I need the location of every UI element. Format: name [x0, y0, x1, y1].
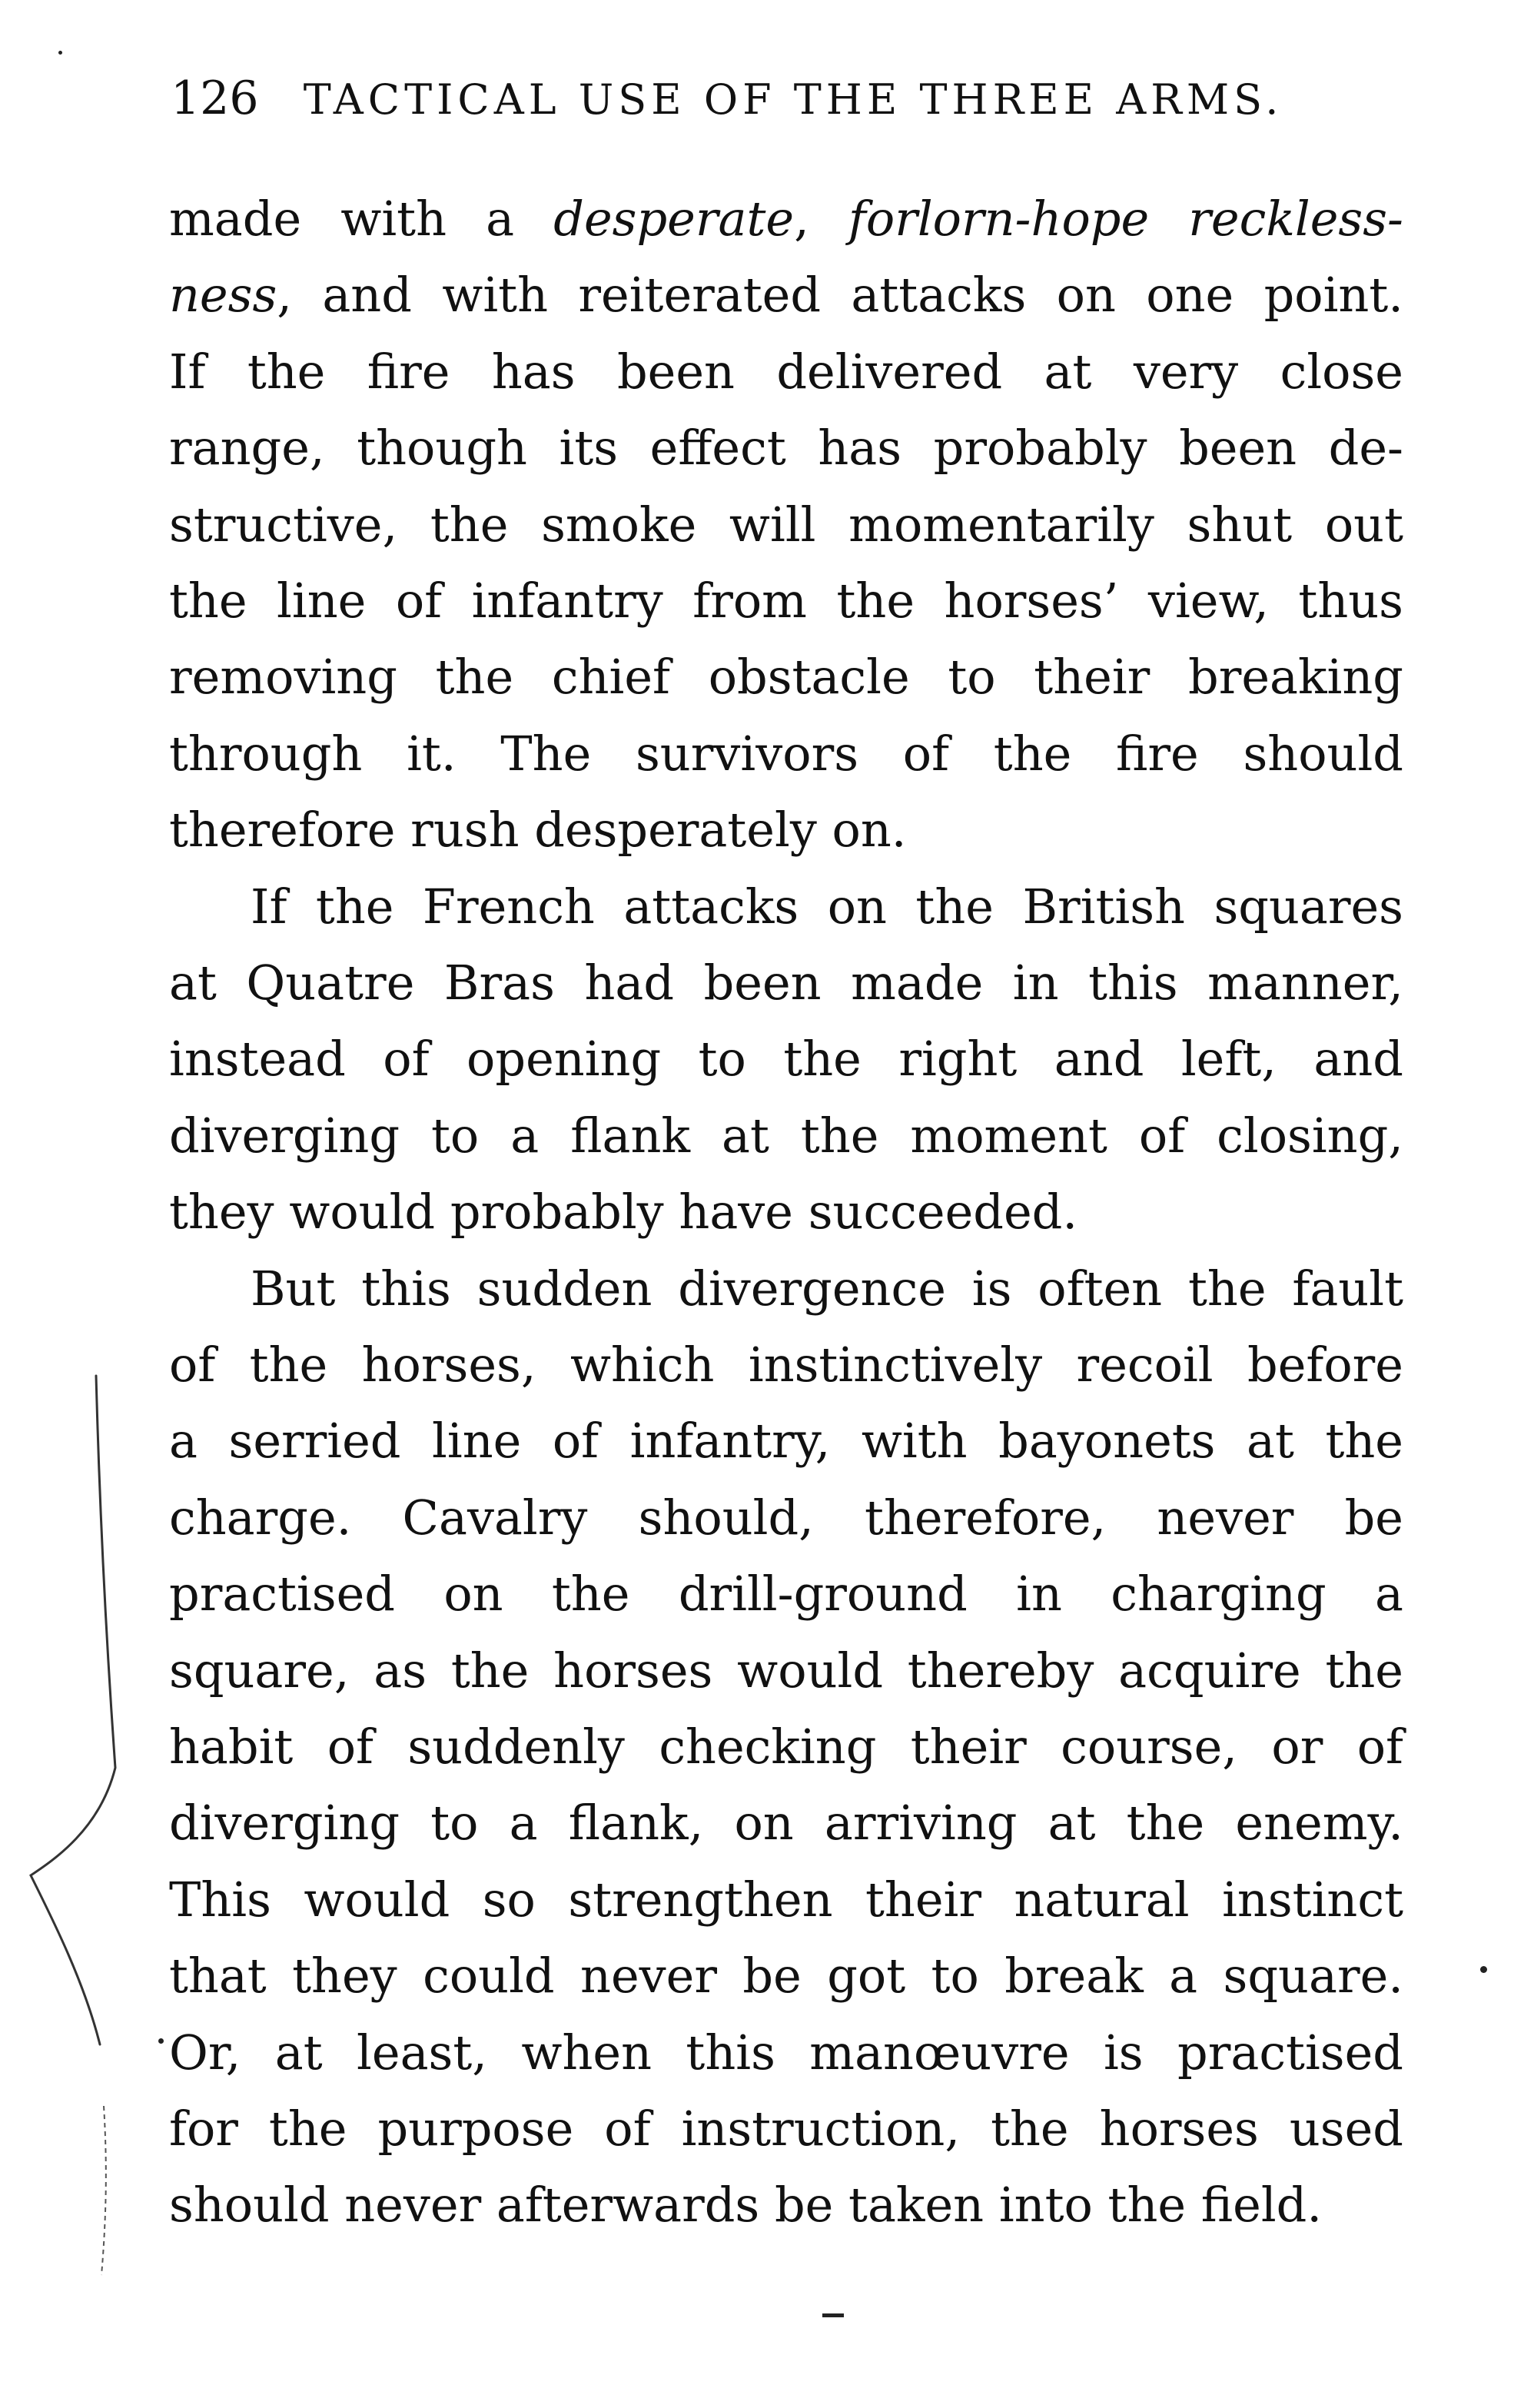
text-line: [169, 1098, 1403, 1174]
text-line: [251, 1250, 1403, 1327]
text-segment: structive, the smoke will momentarily shut out: [169, 496, 1403, 553]
text-segment: should never afterwards be taken into the field.: [169, 2177, 1323, 2234]
text-line: [169, 410, 1403, 487]
text-segment: instead of opening to the right and left, and: [169, 1031, 1403, 1088]
text-line: [169, 1785, 1403, 1862]
speck-mark: [58, 51, 62, 55]
text-line: [169, 792, 1403, 869]
text-segment: If the fire has been delivered at very close: [169, 343, 1403, 400]
page-number: 126: [171, 71, 259, 125]
text-segment: through it. The survivors of the fire should: [169, 725, 1403, 782]
text-segment: therefore rush desperately on.: [169, 802, 907, 859]
text-segment: of the horses, which instinctively recoil before: [169, 1337, 1403, 1393]
italic-text: ness: [169, 267, 277, 324]
text-segment: removing the chief obstacle to their breaking: [169, 649, 1403, 706]
italic-text: desperate: [553, 191, 795, 247]
italic-text: forlorn-hope reckless-: [848, 191, 1404, 247]
text-segment: range, though its effect has probably been de-: [169, 420, 1403, 477]
text-segment: Or, at least, when this manœuvre is practised: [169, 2024, 1403, 2081]
text-line: [169, 1480, 1403, 1556]
text-line: [169, 334, 1403, 410]
text-line: [169, 945, 1403, 1021]
margin-bracket-mark: [23, 1368, 123, 2290]
text-segment: a serried line of infantry, with bayonets at the: [169, 1413, 1403, 1470]
text-line: [169, 563, 1403, 639]
text-line: [169, 1938, 1403, 2014]
text-line: [169, 181, 1403, 257]
text-segment: square, as the horses would thereby acquire the: [169, 1642, 1403, 1699]
text-line: [169, 2091, 1403, 2167]
text-line: [169, 1556, 1403, 1632]
running-title: TACTICAL USE OF THE THREE ARMS.: [303, 75, 1283, 124]
text-segment: If the French attacks on the British squares: [251, 878, 1403, 935]
text-segment: habit of suddenly checking their course, or of: [169, 1719, 1403, 1775]
text-segment: they would probably have succeeded.: [169, 1184, 1078, 1241]
text-line: [169, 2167, 1403, 2244]
text-line: [169, 2014, 1403, 2091]
text-line: [169, 1632, 1403, 1709]
speck-mark: [1480, 1966, 1487, 1973]
text-line: [169, 257, 1403, 334]
text-segment: , and with reiterated attacks on one point.: [277, 267, 1403, 324]
text-line: [169, 1403, 1403, 1480]
text-segment: diverging to a flank at the moment of closing,: [169, 1107, 1403, 1164]
text-segment: diverging to a flank, on arriving at the enemy.: [169, 1795, 1403, 1852]
text-line: [169, 1709, 1403, 1785]
text-segment: But this sudden divergence is often the fault: [251, 1260, 1403, 1317]
text-segment: that they could never be got to break a square.: [169, 1948, 1403, 2004]
text-segment: charge. Cavalry should, therefore, never be: [169, 1489, 1403, 1546]
text-line: [169, 639, 1403, 716]
text-segment: the line of infantry from the horses’ view, thus: [169, 573, 1403, 629]
text-line: [169, 1862, 1403, 1938]
text-line: [169, 716, 1403, 792]
text-segment: at Quatre Bras had been made in this manner,: [169, 955, 1403, 1011]
text-line: [169, 1021, 1403, 1098]
text-line: [169, 487, 1403, 563]
text-segment: practised on the drill-ground in charging a: [169, 1566, 1403, 1622]
text-segment: This would so strengthen their natural instinct: [169, 1871, 1403, 1928]
running-header: [171, 71, 1400, 125]
text-segment: for the purpose of instruction, the horses used: [169, 2101, 1403, 2157]
text-line: [169, 1174, 1403, 1250]
text-line: [169, 1327, 1403, 1403]
text-segment: made with a: [169, 191, 554, 247]
bottom-dash-mark: [822, 2313, 844, 2317]
speck-mark: [158, 2038, 164, 2044]
text-line: [251, 869, 1403, 945]
text-segment: ,: [794, 191, 848, 247]
